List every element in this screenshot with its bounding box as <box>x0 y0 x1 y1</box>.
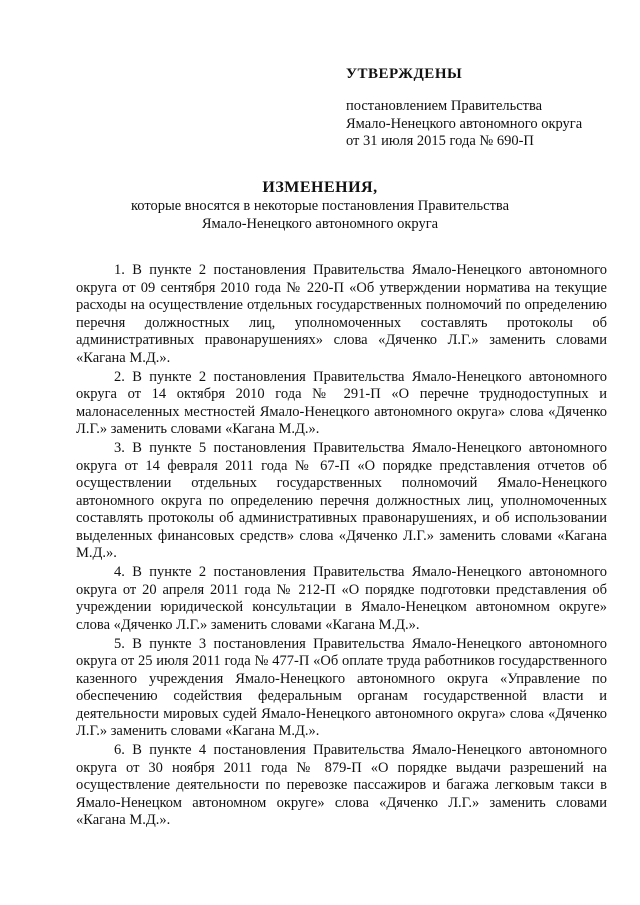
paragraph-5: 5. В пункте 3 постановления Правительства Ямало-Ненецкого автономного округа от 25 июля 2011 года № 477-П «Об оплате труда работников государственного казенного учреждения Ямало-Ненецкого автономного округа «Управление по обеспечению содействия федеральным органам государственной власти и деятельности мировых судей Ямало-Ненецкого автономного округа» слова «Дяченко Л.Г.» заменить словами «Кагана М.Д.». <box>76 635 607 739</box>
document-subtitle <box>60 198 580 233</box>
paragraph-6: 6. В пункте 4 постановления Правительства Ямало-Ненецкого автономного округа от 30 ноября 2011 года № 879-П «О порядке выдачи разрешений на осуществление деятельности по перевозке пассажиров и багажа легковым такси в Ямало-Ненецком автономном округе» слова «Дяченко Л.Г.» заменить словами «Кагана М.Д.». <box>76 742 607 828</box>
paragraph-3: 3. В пункте 5 постановления Правительства Ямало-Ненецкого автономного округа от 14 февраля 2011 года № 67-П «О порядке представления отчетов об осуществлении отдельных государственных полномочий Ямало-Ненецкого автономного округа по определению перечня должностных лиц, уполномоченных составлять протоколы об административных правонарушениях, и об использовании выделенных финансовых средств» слова «Дяченко Л.Г.» заменить словами «Кагана М.Д.». <box>76 440 607 561</box>
subtitle-line: которые вносятся в некоторые постановления Правительства <box>130 198 510 214</box>
document-title: ИЗМЕНЕНИЯ, <box>262 179 378 196</box>
paragraph-2: 2. В пункте 2 постановления Правительства Ямало-Ненецкого автономного округа от 14 октября 2010 года № 291-П «О перечне труднодоступных и малонаселенных местностей Ямало-Ненецкого автономного округа» слова «Дяченко Л.Г.» заменить словами «Кагана М.Д.». <box>76 368 607 437</box>
paragraph-1: 1. В пункте 2 постановления Правительства Ямало-Ненецкого автономного округа от 09 сентября 2010 года № 220-П «Об утверждении норматива на текущие расходы на осуществление отдельных государственных полномочий по определению перечня должностных лиц, уполномоченных составлять протоколы об административных правонарушениях» слова «Дяченко Л.Г.» заменить словами «Кагана М.Д.». <box>76 262 607 366</box>
approval-line: постановлением Правительства <box>346 98 543 114</box>
document-body <box>76 262 607 831</box>
approval-line: от 31 июля 2015 года № 690-П <box>346 133 534 149</box>
approval-block <box>346 64 626 151</box>
approval-title: УТВЕРЖДЕНЫ <box>346 66 463 82</box>
subtitle-line: Ямало-Ненецкого автономного округа <box>201 215 439 232</box>
paragraph-4: 4. В пункте 2 постановления Правительства Ямало-Ненецкого автономного округа от 20 апреля 2011 года № 212-П «О порядке подготовки представления об учреждении юридической консультации в Ямало-Ненецком автономном округе» слова «Дяченко Л.Г.» заменить словами «Кагана М.Д.». <box>76 564 607 633</box>
approval-line: Ямало-Ненецкого автономного округа <box>346 115 583 132</box>
